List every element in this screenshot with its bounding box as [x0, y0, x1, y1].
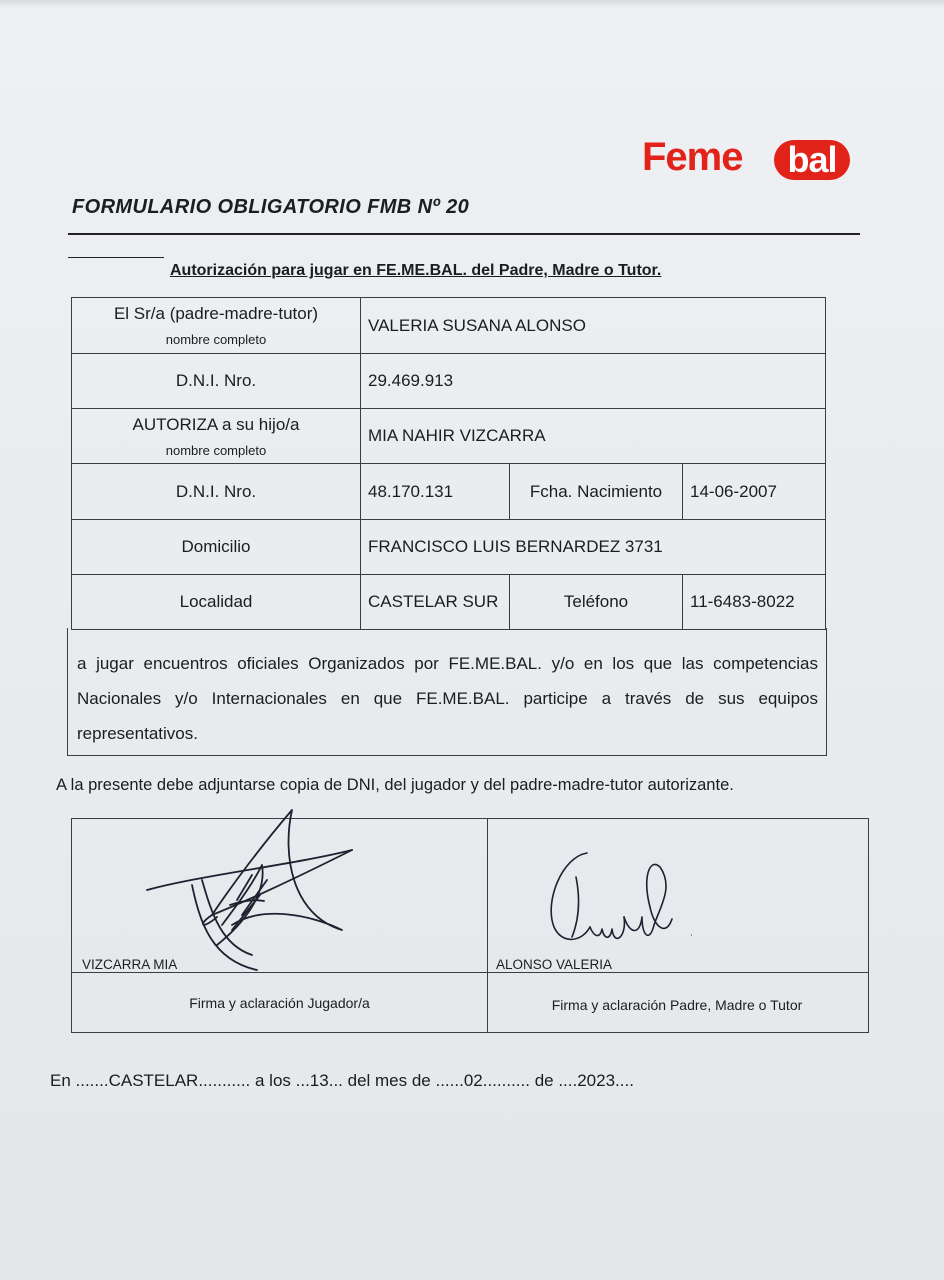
- table-row: [72, 520, 826, 575]
- authorization-paragraph: a jugar encuentros oficiales Organizados por FE.ME.BAL. y/o en los que las competencias Nacionales y/o Internacionales en que FE.ME.BAL. participe a través de sus equipos representativos.: [67, 628, 827, 756]
- parent-dni-label: D.N.I. Nro.: [72, 354, 361, 409]
- attachment-note: A la presente debe adjuntarse copia de DNI, del jugador y del padre-madre-tutor autorizante.: [56, 776, 734, 794]
- child-name-value: MIA NAHIR VIZCARRA: [361, 409, 826, 464]
- child-dni-label: D.N.I. Nro.: [72, 464, 361, 520]
- form-subtitle: Autorización para jugar en FE.ME.BAL. del Padre, Madre o Tutor.: [170, 262, 662, 279]
- table-row: [72, 354, 826, 409]
- title-rule: [68, 233, 860, 235]
- parent-label: El Sr/a (padre-madre-tutor): [113, 304, 319, 323]
- logo-text: Feme: [642, 135, 743, 179]
- place-date-line: En .......CASTELAR........... a los ...13... del mes de ......02.......... de ....2023....: [50, 1071, 634, 1090]
- phone-value: 11-6483-8022: [683, 575, 826, 630]
- parent-dni-value: 29.469.913: [361, 354, 826, 409]
- city-label: Localidad: [72, 575, 361, 630]
- table-row: [72, 298, 826, 354]
- address-label: Domicilio: [72, 520, 361, 575]
- parent-label-cell: [72, 298, 361, 354]
- parent-name-value: VALERIA SUSANA ALONSO: [361, 298, 826, 354]
- player-signature: [142, 805, 432, 975]
- signature-box: [71, 818, 869, 1033]
- birth-date-label: Fcha. Nacimiento: [510, 464, 683, 520]
- authorization-table: [71, 297, 826, 630]
- form-title: FORMULARIO OBLIGATORIO FMB Nº 20: [72, 196, 470, 218]
- table-row: [72, 575, 826, 630]
- parent-signature-caption: Firma y aclaración Padre, Madre o Tutor: [551, 997, 803, 1013]
- parent-signature: [542, 847, 692, 962]
- page-shadow: [0, 0, 944, 8]
- child-label-cell: [72, 409, 361, 464]
- child-dni-value: 48.170.131: [361, 464, 510, 520]
- table-row: [72, 464, 826, 520]
- logo-pill: bal: [774, 140, 850, 180]
- phone-label: Teléfono: [510, 575, 683, 630]
- child-sublabel: nombre completo: [165, 442, 267, 458]
- parent-sublabel: nombre completo: [165, 332, 267, 347]
- city-value: CASTELAR SUR: [361, 575, 510, 630]
- player-signature-caption: Firma y aclaración Jugador/a: [189, 995, 370, 1011]
- birth-date-value: 14-06-2007: [683, 464, 826, 520]
- player-name: VIZCARRA MIA: [82, 957, 178, 972]
- short-rule: [68, 257, 164, 258]
- address-value: FRANCISCO LUIS BERNARDEZ 3731: [361, 520, 826, 575]
- child-label: AUTORIZA a su hijo/a: [132, 414, 300, 434]
- table-row: [72, 409, 826, 464]
- parent-name: ALONSO VALERIA: [496, 957, 613, 972]
